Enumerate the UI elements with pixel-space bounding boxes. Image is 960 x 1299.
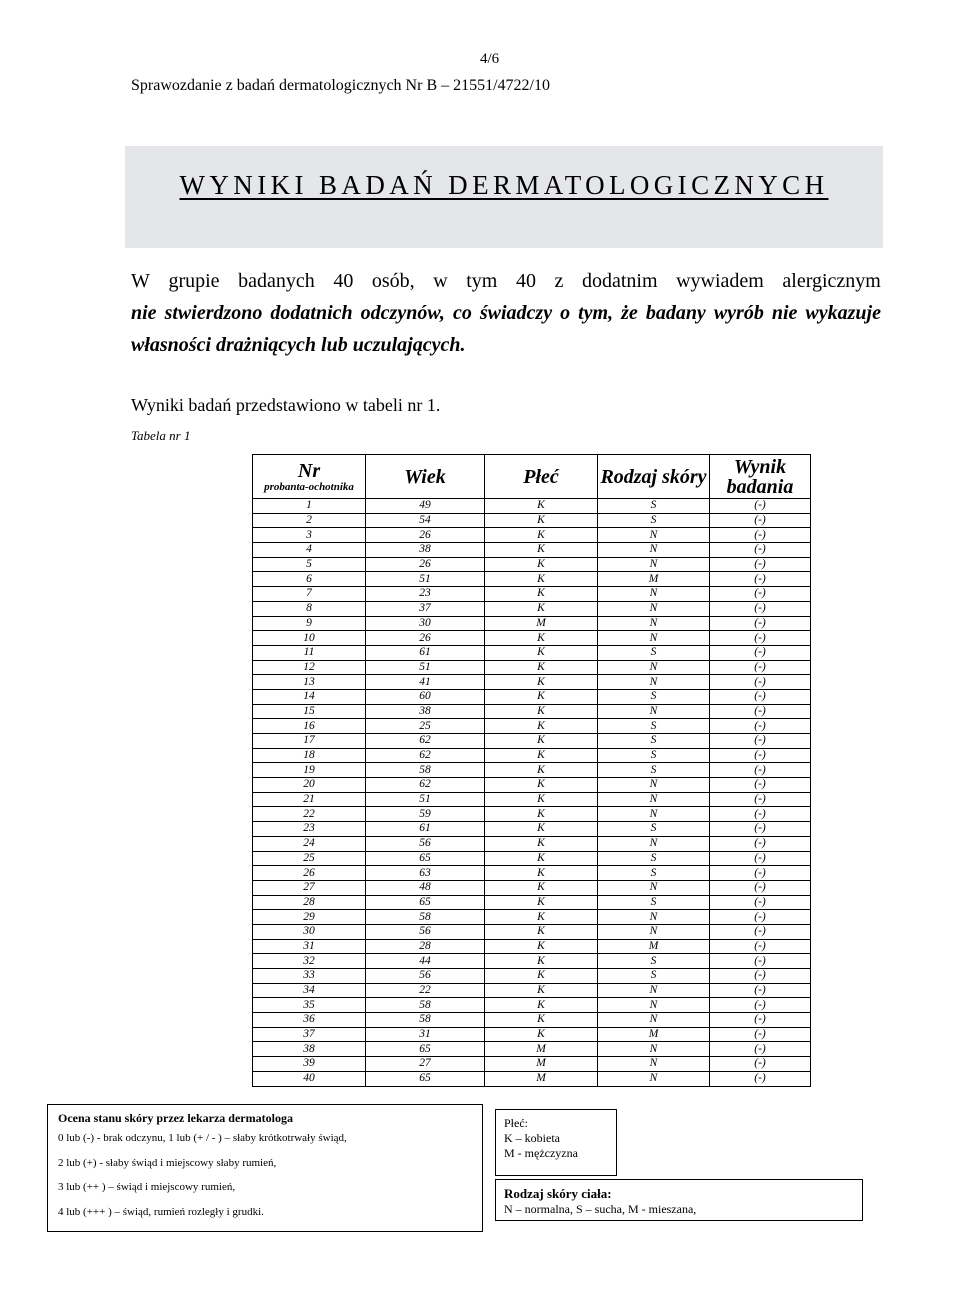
intro-word: osób, bbox=[371, 270, 415, 292]
table-row bbox=[253, 983, 811, 998]
cell-wiek: 31 bbox=[366, 1027, 485, 1042]
legend-sex bbox=[495, 1109, 617, 1176]
cell-wynik: (-) bbox=[710, 998, 811, 1013]
cell-rodzaj: M bbox=[598, 1027, 710, 1042]
legend-skin-assessment-line: 4 lub (+++ ) – świąd, rumień rozległy i grudki. bbox=[58, 1205, 264, 1218]
cell-rodzaj: N bbox=[598, 998, 710, 1013]
cell-plec: M bbox=[485, 616, 598, 631]
cell-wynik: (-) bbox=[710, 939, 811, 954]
legend-sex-k: K – kobieta bbox=[504, 1131, 560, 1145]
cell-plec: K bbox=[485, 866, 598, 881]
cell-plec: K bbox=[485, 734, 598, 749]
cell-rodzaj: S bbox=[598, 513, 710, 528]
cell-wiek: 65 bbox=[366, 895, 485, 910]
cell-nr: 34 bbox=[253, 983, 366, 998]
cell-plec: K bbox=[485, 983, 598, 998]
cell-rodzaj: M bbox=[598, 572, 710, 587]
cell-rodzaj: S bbox=[598, 499, 710, 514]
cell-nr: 24 bbox=[253, 836, 366, 851]
table-row bbox=[253, 528, 811, 543]
table-row bbox=[253, 616, 811, 631]
cell-rodzaj: N bbox=[598, 1042, 710, 1057]
intro-line-3: własności drażniących lub uczulających. bbox=[131, 334, 466, 356]
table-row bbox=[253, 851, 811, 866]
cell-nr: 27 bbox=[253, 880, 366, 895]
cell-nr: 14 bbox=[253, 689, 366, 704]
intro-word: 40 bbox=[333, 270, 354, 292]
cell-nr: 32 bbox=[253, 954, 366, 969]
cell-rodzaj: N bbox=[598, 1057, 710, 1072]
cell-wiek: 22 bbox=[366, 983, 485, 998]
cell-nr: 36 bbox=[253, 1013, 366, 1028]
title-band bbox=[125, 146, 883, 248]
cell-wiek: 65 bbox=[366, 1071, 485, 1086]
table-row bbox=[253, 807, 811, 822]
cell-wynik: (-) bbox=[710, 954, 811, 969]
cell-wiek: 51 bbox=[366, 572, 485, 587]
cell-wynik: (-) bbox=[710, 763, 811, 778]
cell-rodzaj: S bbox=[598, 969, 710, 984]
cell-wiek: 56 bbox=[366, 969, 485, 984]
cell-nr: 15 bbox=[253, 704, 366, 719]
cell-plec: K bbox=[485, 572, 598, 587]
cell-wynik: (-) bbox=[710, 910, 811, 925]
cell-rodzaj: S bbox=[598, 866, 710, 881]
table-header-row bbox=[253, 455, 811, 499]
table-body bbox=[253, 499, 811, 1087]
cell-wiek: 51 bbox=[366, 660, 485, 675]
intro-word: tym, bbox=[578, 302, 614, 324]
col-header-nr-sublabel: probanta-ochotnika bbox=[264, 480, 354, 493]
cell-rodzaj: N bbox=[598, 616, 710, 631]
cell-nr: 11 bbox=[253, 645, 366, 660]
cell-wiek: 59 bbox=[366, 807, 485, 822]
cell-wiek: 37 bbox=[366, 601, 485, 616]
cell-wiek: 65 bbox=[366, 851, 485, 866]
intro-word: nie bbox=[771, 302, 798, 324]
cell-plec: K bbox=[485, 851, 598, 866]
cell-plec: K bbox=[485, 880, 598, 895]
cell-rodzaj: S bbox=[598, 895, 710, 910]
legend-sex-m: M - mężczyzna bbox=[504, 1146, 578, 1160]
cell-wynik: (-) bbox=[710, 601, 811, 616]
intro-word: dodatnich bbox=[270, 302, 353, 324]
intro-word: badany bbox=[645, 302, 706, 324]
cell-wynik: (-) bbox=[710, 851, 811, 866]
intro-word: stwierdzono bbox=[164, 302, 263, 324]
cell-nr: 20 bbox=[253, 778, 366, 793]
intro-line-1 bbox=[131, 265, 881, 297]
cell-rodzaj: N bbox=[598, 557, 710, 572]
cell-nr: 5 bbox=[253, 557, 366, 572]
legend-skin-assessment bbox=[47, 1104, 483, 1232]
table-row bbox=[253, 998, 811, 1013]
table-row bbox=[253, 748, 811, 763]
cell-nr: 30 bbox=[253, 924, 366, 939]
cell-wynik: (-) bbox=[710, 983, 811, 998]
cell-nr: 25 bbox=[253, 851, 366, 866]
cell-rodzaj: N bbox=[598, 675, 710, 690]
cell-rodzaj: S bbox=[598, 645, 710, 660]
intro-word: dodatnim bbox=[581, 270, 658, 292]
cell-plec: K bbox=[485, 1013, 598, 1028]
table-row bbox=[253, 866, 811, 881]
cell-wynik: (-) bbox=[710, 499, 811, 514]
intro-word: odczynów, bbox=[360, 302, 445, 324]
cell-rodzaj: N bbox=[598, 1071, 710, 1086]
intro-word: z bbox=[554, 270, 564, 292]
cell-rodzaj: S bbox=[598, 954, 710, 969]
cell-plec: K bbox=[485, 792, 598, 807]
intro-word: W bbox=[131, 270, 150, 292]
cell-rodzaj: N bbox=[598, 660, 710, 675]
results-table bbox=[252, 454, 811, 1087]
cell-rodzaj: N bbox=[598, 631, 710, 646]
cell-wynik: (-) bbox=[710, 543, 811, 558]
table-row bbox=[253, 513, 811, 528]
cell-wiek: 62 bbox=[366, 778, 485, 793]
cell-nr: 21 bbox=[253, 792, 366, 807]
table-row bbox=[253, 734, 811, 749]
cell-wynik: (-) bbox=[710, 513, 811, 528]
cell-wynik: (-) bbox=[710, 645, 811, 660]
cell-wynik: (-) bbox=[710, 719, 811, 734]
cell-nr: 31 bbox=[253, 939, 366, 954]
table-row bbox=[253, 1071, 811, 1086]
col-header-wynik: Wynik badania bbox=[710, 455, 811, 499]
cell-wynik: (-) bbox=[710, 748, 811, 763]
intro-word: wywiadem bbox=[676, 270, 764, 292]
table-caption: Tabela nr 1 bbox=[131, 428, 191, 443]
cell-wynik: (-) bbox=[710, 660, 811, 675]
cell-plec: K bbox=[485, 895, 598, 910]
table-row bbox=[253, 1027, 811, 1042]
cell-wiek: 58 bbox=[366, 998, 485, 1013]
table-row bbox=[253, 924, 811, 939]
cell-wiek: 49 bbox=[366, 499, 485, 514]
cell-rodzaj: N bbox=[598, 778, 710, 793]
cell-wynik: (-) bbox=[710, 807, 811, 822]
cell-nr: 4 bbox=[253, 543, 366, 558]
cell-nr: 16 bbox=[253, 719, 366, 734]
intro-word: alergicznym bbox=[782, 270, 881, 292]
cell-rodzaj: M bbox=[598, 939, 710, 954]
cell-rodzaj: N bbox=[598, 587, 710, 602]
cell-wiek: 65 bbox=[366, 1042, 485, 1057]
cell-wynik: (-) bbox=[710, 969, 811, 984]
table-row bbox=[253, 895, 811, 910]
cell-rodzaj: N bbox=[598, 601, 710, 616]
cell-nr: 18 bbox=[253, 748, 366, 763]
cell-plec: K bbox=[485, 704, 598, 719]
cell-wiek: 61 bbox=[366, 822, 485, 837]
cell-plec: M bbox=[485, 1057, 598, 1072]
page-number: 4/6 bbox=[480, 51, 500, 67]
table-row bbox=[253, 763, 811, 778]
intro-word: 40 bbox=[515, 270, 536, 292]
intro-word: tym bbox=[466, 270, 498, 292]
legend-sex-title: Płeć: bbox=[504, 1116, 528, 1130]
cell-plec: K bbox=[485, 499, 598, 514]
intro-word: grupie bbox=[168, 270, 220, 292]
cell-wynik: (-) bbox=[710, 1057, 811, 1072]
cell-rodzaj: S bbox=[598, 689, 710, 704]
cell-wynik: (-) bbox=[710, 866, 811, 881]
results-note: Wyniki badań przedstawiono w tabeli nr 1. bbox=[131, 395, 441, 415]
intro-word: wykazuje bbox=[805, 302, 881, 324]
cell-wiek: 58 bbox=[366, 910, 485, 925]
cell-nr: 3 bbox=[253, 528, 366, 543]
cell-nr: 37 bbox=[253, 1027, 366, 1042]
cell-plec: K bbox=[485, 557, 598, 572]
cell-plec: K bbox=[485, 645, 598, 660]
cell-nr: 1 bbox=[253, 499, 366, 514]
cell-rodzaj: N bbox=[598, 880, 710, 895]
cell-wynik: (-) bbox=[710, 704, 811, 719]
cell-rodzaj: N bbox=[598, 910, 710, 925]
cell-wynik: (-) bbox=[710, 895, 811, 910]
cell-rodzaj: S bbox=[598, 734, 710, 749]
cell-wiek: 58 bbox=[366, 1013, 485, 1028]
cell-plec: K bbox=[485, 910, 598, 925]
cell-nr: 6 bbox=[253, 572, 366, 587]
table-row bbox=[253, 954, 811, 969]
cell-wiek: 26 bbox=[366, 557, 485, 572]
cell-plec: K bbox=[485, 822, 598, 837]
cell-wynik: (-) bbox=[710, 880, 811, 895]
cell-wynik: (-) bbox=[710, 822, 811, 837]
cell-plec: K bbox=[485, 763, 598, 778]
cell-nr: 40 bbox=[253, 1071, 366, 1086]
cell-wynik: (-) bbox=[710, 734, 811, 749]
cell-wynik: (-) bbox=[710, 675, 811, 690]
cell-wynik: (-) bbox=[710, 616, 811, 631]
cell-wynik: (-) bbox=[710, 1071, 811, 1086]
intro-line-2 bbox=[131, 297, 881, 329]
cell-wynik: (-) bbox=[710, 1013, 811, 1028]
table-row bbox=[253, 631, 811, 646]
cell-plec: K bbox=[485, 631, 598, 646]
cell-nr: 23 bbox=[253, 822, 366, 837]
cell-wiek: 23 bbox=[366, 587, 485, 602]
table-row bbox=[253, 1057, 811, 1072]
table-row bbox=[253, 822, 811, 837]
cell-nr: 13 bbox=[253, 675, 366, 690]
cell-plec: K bbox=[485, 528, 598, 543]
cell-plec: K bbox=[485, 836, 598, 851]
cell-wiek: 44 bbox=[366, 954, 485, 969]
cell-plec: K bbox=[485, 719, 598, 734]
cell-wiek: 51 bbox=[366, 792, 485, 807]
cell-wynik: (-) bbox=[710, 587, 811, 602]
cell-plec: K bbox=[485, 998, 598, 1013]
cell-wiek: 25 bbox=[366, 719, 485, 734]
cell-rodzaj: N bbox=[598, 1013, 710, 1028]
cell-wiek: 27 bbox=[366, 1057, 485, 1072]
cell-wiek: 58 bbox=[366, 763, 485, 778]
cell-nr: 29 bbox=[253, 910, 366, 925]
cell-wiek: 63 bbox=[366, 866, 485, 881]
cell-rodzaj: N bbox=[598, 792, 710, 807]
cell-plec: K bbox=[485, 969, 598, 984]
cell-nr: 38 bbox=[253, 1042, 366, 1057]
cell-plec: K bbox=[485, 675, 598, 690]
cell-plec: K bbox=[485, 660, 598, 675]
cell-wiek: 62 bbox=[366, 734, 485, 749]
cell-rodzaj: N bbox=[598, 807, 710, 822]
cell-plec: K bbox=[485, 807, 598, 822]
cell-plec: K bbox=[485, 513, 598, 528]
cell-wiek: 48 bbox=[366, 880, 485, 895]
col-header-nr bbox=[253, 455, 366, 499]
cell-nr: 35 bbox=[253, 998, 366, 1013]
cell-nr: 10 bbox=[253, 631, 366, 646]
table-row bbox=[253, 572, 811, 587]
intro-paragraph bbox=[131, 265, 881, 361]
cell-rodzaj: N bbox=[598, 543, 710, 558]
table-row bbox=[253, 601, 811, 616]
cell-rodzaj: S bbox=[598, 822, 710, 837]
intro-word: w bbox=[433, 270, 448, 292]
cell-plec: K bbox=[485, 689, 598, 704]
cell-rodzaj: S bbox=[598, 851, 710, 866]
cell-wynik: (-) bbox=[710, 528, 811, 543]
intro-word: badanych bbox=[238, 270, 315, 292]
col-header-nr-label: Nr bbox=[297, 459, 321, 482]
cell-plec: K bbox=[485, 924, 598, 939]
table-row bbox=[253, 587, 811, 602]
cell-nr: 39 bbox=[253, 1057, 366, 1072]
cell-wiek: 56 bbox=[366, 924, 485, 939]
cell-plec: K bbox=[485, 1027, 598, 1042]
cell-wiek: 56 bbox=[366, 836, 485, 851]
cell-nr: 33 bbox=[253, 969, 366, 984]
cell-rodzaj: S bbox=[598, 719, 710, 734]
legend-skin-type bbox=[495, 1179, 863, 1221]
cell-nr: 7 bbox=[253, 587, 366, 602]
cell-plec: K bbox=[485, 954, 598, 969]
cell-nr: 26 bbox=[253, 866, 366, 881]
legend-skin-assessment-line: 2 lub (+) - słaby świąd i miejscowy słaby rumień, bbox=[58, 1156, 277, 1169]
cell-plec: K bbox=[485, 748, 598, 763]
cell-plec: K bbox=[485, 587, 598, 602]
table-row bbox=[253, 660, 811, 675]
cell-nr: 8 bbox=[253, 601, 366, 616]
cell-rodzaj: S bbox=[598, 748, 710, 763]
table-row bbox=[253, 1042, 811, 1057]
table-row bbox=[253, 704, 811, 719]
table-row bbox=[253, 719, 811, 734]
cell-plec: M bbox=[485, 1042, 598, 1057]
cell-wiek: 30 bbox=[366, 616, 485, 631]
table-row bbox=[253, 543, 811, 558]
cell-wynik: (-) bbox=[710, 572, 811, 587]
table-row bbox=[253, 645, 811, 660]
page-title: WYNIKI BADAŃ DERMATOLOGICZNYCH bbox=[179, 170, 829, 200]
cell-wynik: (-) bbox=[710, 778, 811, 793]
cell-wiek: 38 bbox=[366, 704, 485, 719]
col-header-plec: Płeć bbox=[485, 455, 598, 499]
cell-wiek: 26 bbox=[366, 528, 485, 543]
table-row bbox=[253, 778, 811, 793]
intro-word: nie bbox=[131, 302, 157, 324]
cell-wiek: 62 bbox=[366, 748, 485, 763]
cell-plec: M bbox=[485, 1071, 598, 1086]
intro-word: co bbox=[452, 302, 472, 324]
cell-plec: K bbox=[485, 601, 598, 616]
cell-wynik: (-) bbox=[710, 631, 811, 646]
table-row bbox=[253, 557, 811, 572]
cell-nr: 19 bbox=[253, 763, 366, 778]
cell-wynik: (-) bbox=[710, 557, 811, 572]
cell-wynik: (-) bbox=[710, 1042, 811, 1057]
cell-nr: 17 bbox=[253, 734, 366, 749]
table-row bbox=[253, 836, 811, 851]
legend-skin-type-text: N – normalna, S – sucha, M - mieszana, bbox=[504, 1202, 697, 1216]
cell-nr: 9 bbox=[253, 616, 366, 631]
col-header-rodzaj: Rodzaj skóry bbox=[598, 455, 710, 499]
cell-plec: K bbox=[485, 939, 598, 954]
table-row bbox=[253, 880, 811, 895]
cell-wiek: 38 bbox=[366, 543, 485, 558]
report-header: Sprawozdanie z badań dermatologicznych Nr B – 21551/4722/10 bbox=[131, 77, 550, 94]
intro-word: że bbox=[621, 302, 638, 324]
cell-wynik: (-) bbox=[710, 836, 811, 851]
cell-wiek: 61 bbox=[366, 645, 485, 660]
legend-skin-type-title: Rodzaj skóry ciała: bbox=[504, 1186, 612, 1201]
cell-plec: K bbox=[485, 778, 598, 793]
cell-wynik: (-) bbox=[710, 924, 811, 939]
legend-skin-assessment-line: 0 lub (-) - brak odczynu, 1 lub (+ / - ) – słaby krótkotrwały świąd, bbox=[58, 1132, 347, 1144]
cell-wiek: 60 bbox=[366, 689, 485, 704]
cell-nr: 22 bbox=[253, 807, 366, 822]
cell-nr: 12 bbox=[253, 660, 366, 675]
cell-wynik: (-) bbox=[710, 689, 811, 704]
cell-rodzaj: N bbox=[598, 704, 710, 719]
table-row bbox=[253, 969, 811, 984]
cell-wynik: (-) bbox=[710, 1027, 811, 1042]
cell-rodzaj: N bbox=[598, 924, 710, 939]
col-header-wiek: Wiek bbox=[366, 455, 485, 499]
cell-wynik: (-) bbox=[710, 792, 811, 807]
cell-nr: 28 bbox=[253, 895, 366, 910]
table-row bbox=[253, 910, 811, 925]
cell-rodzaj: S bbox=[598, 763, 710, 778]
legend-skin-assessment-title: Ocena stanu skóry przez lekarza dermatologa bbox=[58, 1111, 293, 1125]
cell-plec: K bbox=[485, 543, 598, 558]
cell-wiek: 41 bbox=[366, 675, 485, 690]
table-row bbox=[253, 675, 811, 690]
intro-word: o bbox=[560, 302, 571, 324]
table-row bbox=[253, 689, 811, 704]
table-row bbox=[253, 1013, 811, 1028]
cell-rodzaj: N bbox=[598, 983, 710, 998]
table-row bbox=[253, 939, 811, 954]
table-row bbox=[253, 792, 811, 807]
cell-nr: 2 bbox=[253, 513, 366, 528]
intro-word: wyrób bbox=[713, 302, 764, 324]
table-row bbox=[253, 499, 811, 514]
cell-rodzaj: N bbox=[598, 836, 710, 851]
intro-word: świadczy bbox=[479, 302, 553, 324]
cell-wiek: 54 bbox=[366, 513, 485, 528]
cell-wiek: 28 bbox=[366, 939, 485, 954]
cell-wiek: 26 bbox=[366, 631, 485, 646]
cell-rodzaj: N bbox=[598, 528, 710, 543]
legend-skin-assessment-line: 3 lub (++ ) – świąd i miejscowy rumień, bbox=[58, 1181, 236, 1193]
